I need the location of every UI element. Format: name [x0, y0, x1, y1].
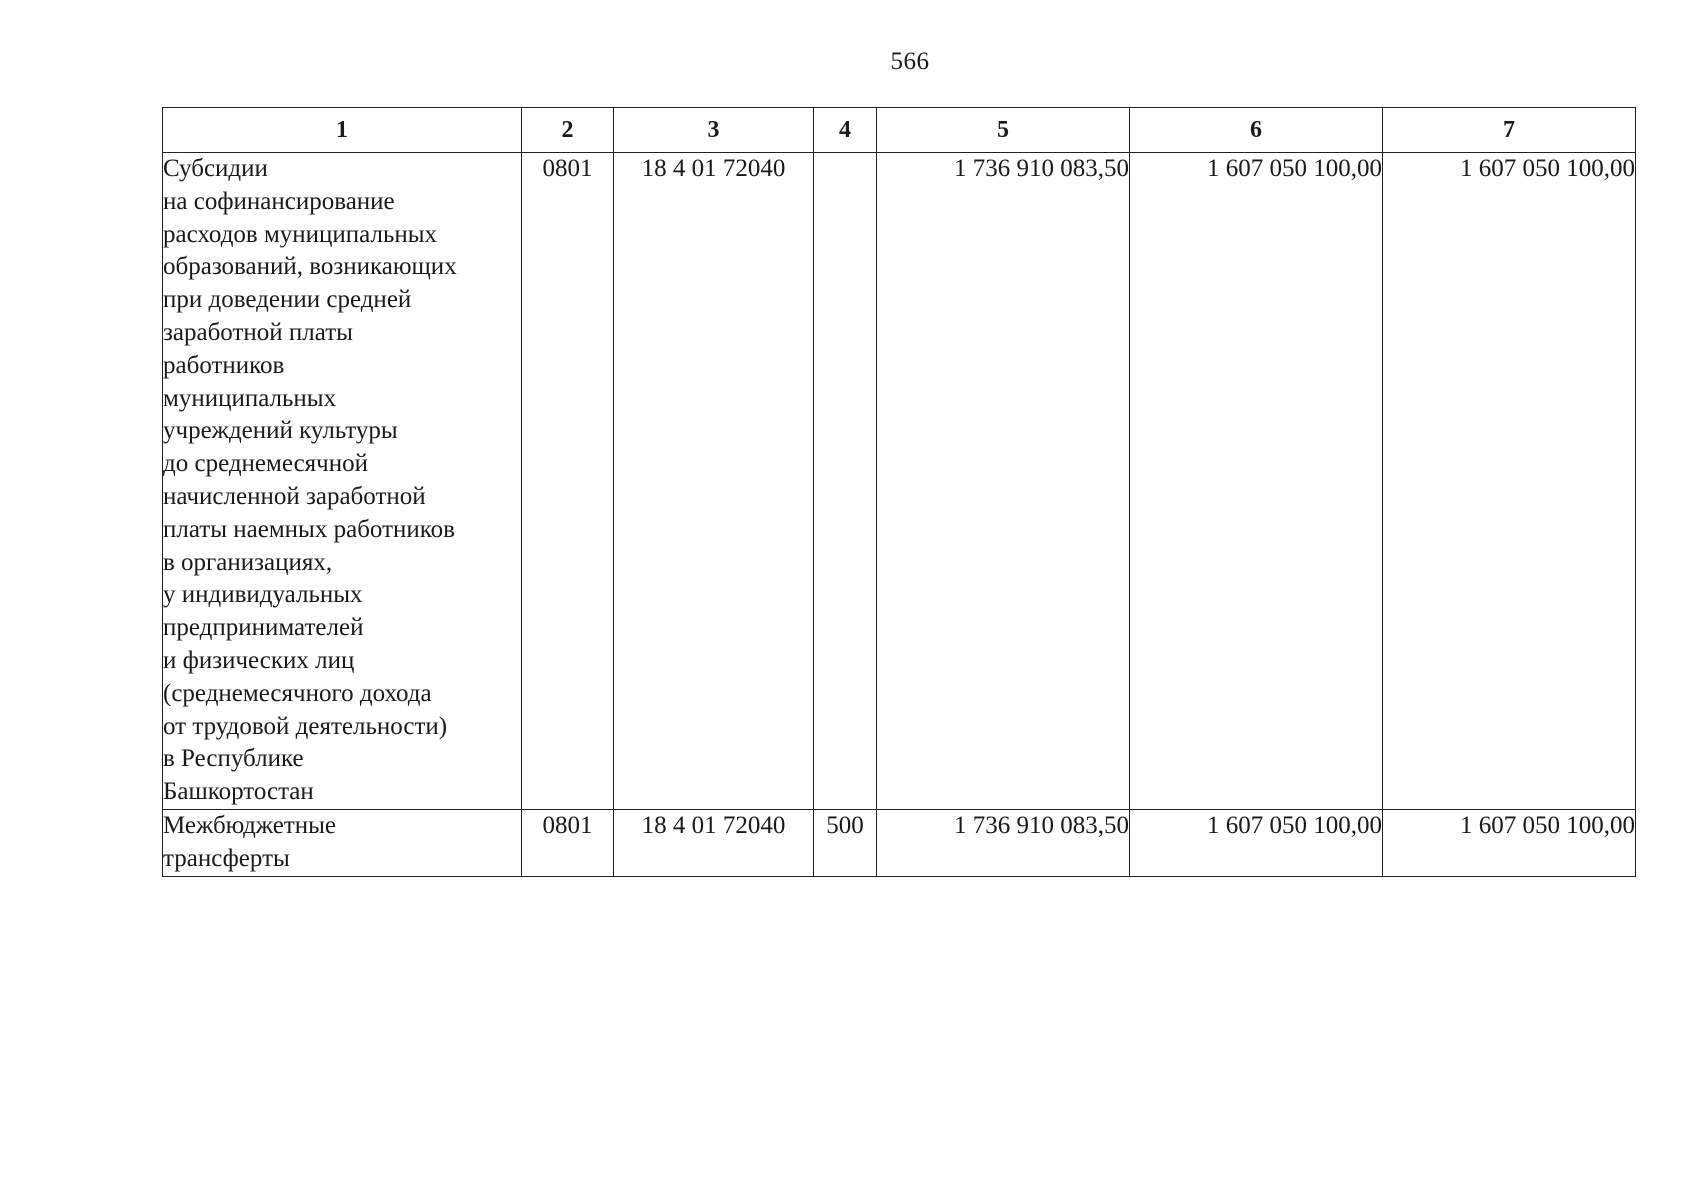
expense-type-cell [814, 153, 877, 810]
name-line: муниципальных [163, 384, 337, 412]
name-line: Башкортостан [163, 778, 314, 806]
name-line: и физических лиц [163, 646, 355, 674]
name-line: до среднемесячной [163, 450, 368, 478]
page-number: 566 [890, 48, 930, 75]
name-line: заработной платы [163, 318, 353, 346]
amount-cell-6: 1 607 050 100,00 [1130, 809, 1383, 876]
name-line: учреждений культуры [163, 417, 398, 445]
budget-table [162, 107, 1636, 877]
name-line: расходов муниципальных [163, 220, 438, 248]
table-row [163, 153, 1636, 810]
row-name-cell [163, 809, 522, 876]
name-line: Субсидии [163, 155, 268, 182]
name-line: (среднемесячного дохода [163, 679, 432, 707]
name-line: образований, возникающих [163, 253, 457, 281]
section-code-cell: 0801 [522, 809, 614, 876]
column-header-2: 2 [522, 108, 614, 153]
column-header-3: 3 [614, 108, 814, 153]
name-line: трансферты [163, 844, 290, 872]
name-line: от трудовой деятельности) [163, 712, 448, 740]
column-header-5: 5 [877, 108, 1130, 153]
column-header-6: 6 [1130, 108, 1383, 153]
amount-cell-5: 1 736 910 083,50 [877, 809, 1130, 876]
name-line: платы наемных работников [163, 515, 455, 543]
name-line: на софинансирование [163, 187, 395, 215]
header-row [163, 108, 1636, 153]
column-header-1: 1 [163, 108, 522, 153]
table-row [163, 809, 1636, 876]
name-line: в Республике [163, 745, 304, 773]
target-article-cell: 18 4 01 72040 [614, 153, 814, 810]
name-line: начисленной заработной [163, 482, 426, 510]
name-line: в организациях, [163, 548, 333, 576]
target-article-cell: 18 4 01 72040 [614, 809, 814, 876]
amount-cell-7: 1 607 050 100,00 [1383, 809, 1636, 876]
name-line: при доведении средней [163, 286, 412, 314]
amount-cell-7: 1 607 050 100,00 [1383, 153, 1636, 810]
section-code-cell: 0801 [522, 153, 614, 810]
name-line: Межбюджетные [163, 811, 337, 839]
amount-cell-5: 1 736 910 083,50 [877, 153, 1130, 810]
column-header-4: 4 [814, 108, 877, 153]
amount-cell-6: 1 607 050 100,00 [1130, 153, 1383, 810]
expense-type-cell: 500 [814, 809, 877, 876]
name-line: у индивидуальных [163, 581, 363, 609]
row-name-cell [163, 153, 522, 810]
name-line: предпринимателей [163, 614, 364, 642]
column-header-7: 7 [1383, 108, 1636, 153]
name-line: работников [163, 351, 285, 379]
